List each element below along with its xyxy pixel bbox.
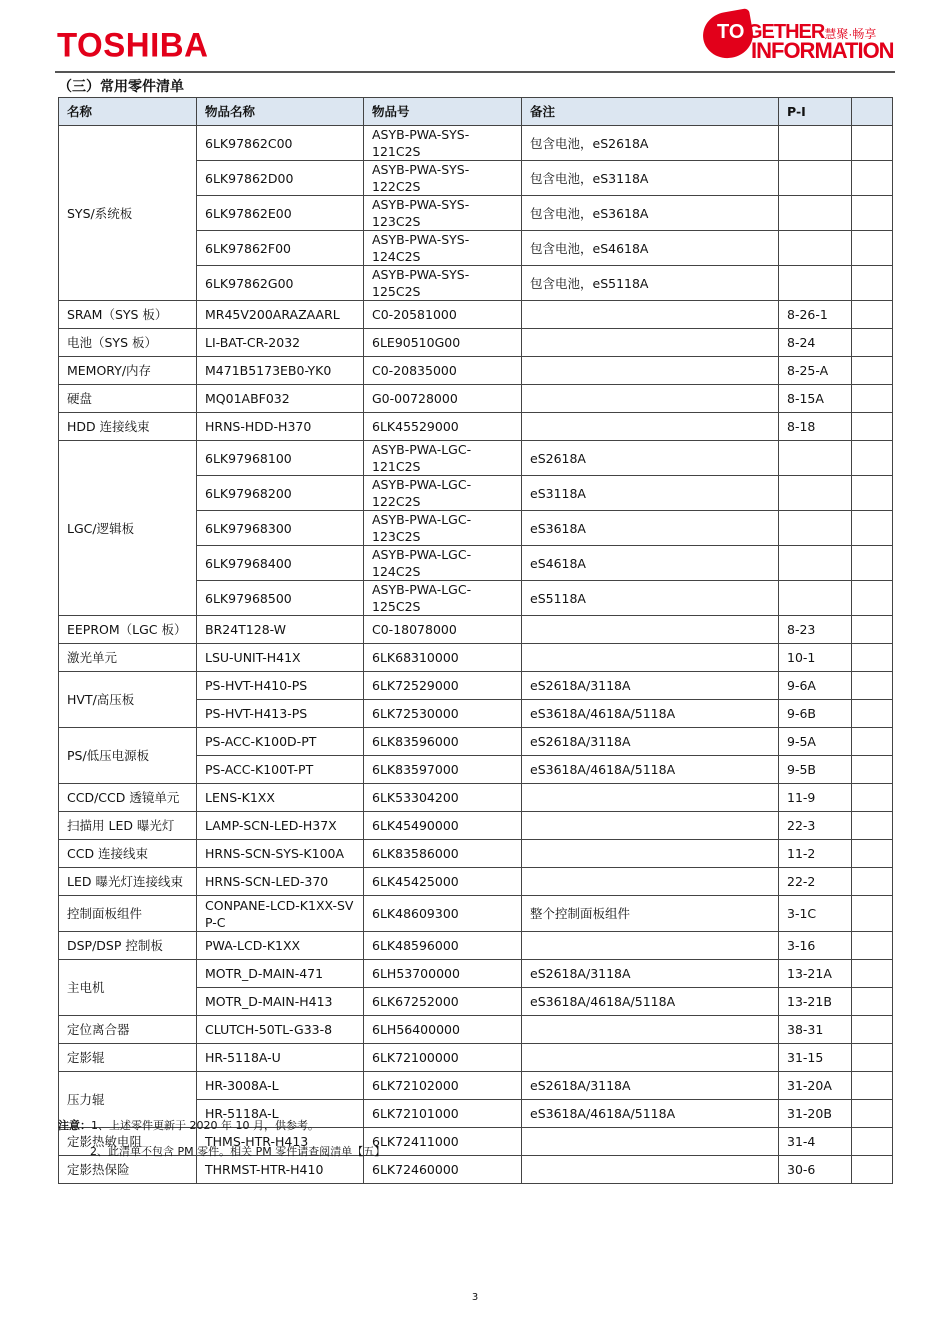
empty-cell xyxy=(852,932,893,960)
empty-cell xyxy=(852,672,893,700)
empty-cell xyxy=(852,1156,893,1184)
column-header: 物品名称 xyxy=(197,98,364,126)
part-name-cell: LAMP-SCN-LED-H37X xyxy=(197,812,364,840)
remark-cell: 整个控制面板组件 xyxy=(522,896,779,932)
pi-cell: 11-2 xyxy=(779,840,852,868)
remark-cell xyxy=(522,385,779,413)
part-number-cell: 6LK48596000 xyxy=(364,932,522,960)
logo-cn: 慧聚·畅享 xyxy=(824,27,877,41)
remark-cell: eS5118A xyxy=(522,581,779,616)
part-name-cell: 6LK97968100 xyxy=(197,441,364,476)
part-name-cell: PS-HVT-H410-PS xyxy=(197,672,364,700)
pi-cell: 8-25-A xyxy=(779,357,852,385)
part-name-cell: THMS-HTR-H413 xyxy=(197,1128,364,1156)
empty-cell xyxy=(852,960,893,988)
part-name-cell: BR24T128-W xyxy=(197,616,364,644)
remark-cell xyxy=(522,1016,779,1044)
part-name-cell: HR-5118A-L xyxy=(197,1100,364,1128)
part-name-cell: PWA-LCD-K1XX xyxy=(197,932,364,960)
empty-cell xyxy=(852,161,893,196)
remark-cell xyxy=(522,329,779,357)
part-name-cell: 6LK97968200 xyxy=(197,476,364,511)
pi-cell xyxy=(779,581,852,616)
table-row xyxy=(59,1072,893,1100)
part-number-cell: 6LK72100000 xyxy=(364,1044,522,1072)
remark-cell: eS4618A xyxy=(522,546,779,581)
remark-cell: eS2618A xyxy=(522,441,779,476)
part-number-cell: 6LK72101000 xyxy=(364,1100,522,1128)
remark-cell xyxy=(522,357,779,385)
category-cell: SYS/系统板 xyxy=(59,126,197,301)
part-name-cell: LENS-K1XX xyxy=(197,784,364,812)
header-divider xyxy=(55,71,895,73)
part-name-cell: 6LK97862F00 xyxy=(197,231,364,266)
part-name-cell: HRNS-SCN-SYS-K100A xyxy=(197,840,364,868)
remark-cell: 包含电池，eS4618A xyxy=(522,231,779,266)
pi-cell xyxy=(779,546,852,581)
table-row xyxy=(59,357,893,385)
remark-cell xyxy=(522,616,779,644)
column-header: P-I xyxy=(779,98,852,126)
empty-cell xyxy=(852,196,893,231)
pi-cell xyxy=(779,196,852,231)
remark-cell xyxy=(522,301,779,329)
logo-to: TO xyxy=(717,21,745,43)
part-number-cell: 6LK72102000 xyxy=(364,1072,522,1100)
remark-cell xyxy=(522,1156,779,1184)
part-number-cell: ASYB-PWA-SYS-121C2S xyxy=(364,126,522,161)
remark-cell xyxy=(522,784,779,812)
table-row xyxy=(59,812,893,840)
empty-cell xyxy=(852,728,893,756)
part-name-cell: PS-ACC-K100D-PT xyxy=(197,728,364,756)
table-header-row xyxy=(59,98,893,126)
category-cell: DSP/DSP 控制板 xyxy=(59,932,197,960)
category-cell: CCD 连接线束 xyxy=(59,840,197,868)
pi-cell: 22-3 xyxy=(779,812,852,840)
table-row xyxy=(59,868,893,896)
part-name-cell: 6LK97862E00 xyxy=(197,196,364,231)
category-cell: 主电机 xyxy=(59,960,197,1016)
category-cell: 压力辊 xyxy=(59,1072,197,1128)
empty-cell xyxy=(852,1128,893,1156)
remark-cell: eS2618A/3118A xyxy=(522,728,779,756)
pi-cell xyxy=(779,476,852,511)
part-name-cell: M471B5173EB0-YK0 xyxy=(197,357,364,385)
part-number-cell: 6LH53700000 xyxy=(364,960,522,988)
pi-cell xyxy=(779,126,852,161)
table-row xyxy=(59,413,893,441)
part-number-cell: 6LK83586000 xyxy=(364,840,522,868)
empty-cell xyxy=(852,868,893,896)
part-name-cell: CLUTCH-50TL-G33-8 xyxy=(197,1016,364,1044)
empty-cell xyxy=(852,329,893,357)
part-name-cell: HR-5118A-U xyxy=(197,1044,364,1072)
section-title: （三）常用零件清单 xyxy=(58,79,184,95)
note-2: 2、此清单不包含 PM 零件。相关 PM 零件请查阅清单【五】 xyxy=(90,1145,386,1158)
part-number-cell: 6LK83597000 xyxy=(364,756,522,784)
part-name-cell: HRNS-SCN-LED-370 xyxy=(197,868,364,896)
category-cell: 控制面板组件 xyxy=(59,896,197,932)
part-name-cell: HRNS-HDD-H370 xyxy=(197,413,364,441)
part-number-cell: ASYB-PWA-SYS-123C2S xyxy=(364,196,522,231)
empty-cell xyxy=(852,231,893,266)
category-cell: 激光单元 xyxy=(59,644,197,672)
parts-table xyxy=(58,97,893,1184)
part-name-cell: PS-HVT-H413-PS xyxy=(197,700,364,728)
table-row xyxy=(59,932,893,960)
remark-cell xyxy=(522,1044,779,1072)
pi-cell xyxy=(779,161,852,196)
part-number-cell: ASYB-PWA-LGC-125C2S xyxy=(364,581,522,616)
pi-cell: 8-26-1 xyxy=(779,301,852,329)
remark-cell: eS3618A xyxy=(522,511,779,546)
empty-cell xyxy=(852,511,893,546)
part-name-cell: LI-BAT-CR-2032 xyxy=(197,329,364,357)
empty-cell xyxy=(852,1072,893,1100)
pi-cell: 8-18 xyxy=(779,413,852,441)
category-cell: LED 曝光灯连接线束 xyxy=(59,868,197,896)
part-name-cell: THRMST-HTR-H410 xyxy=(197,1156,364,1184)
remark-cell xyxy=(522,868,779,896)
table-row xyxy=(59,329,893,357)
column-header: 备注 xyxy=(522,98,779,126)
category-cell: 硬盘 xyxy=(59,385,197,413)
category-cell: HDD 连接线束 xyxy=(59,413,197,441)
empty-cell xyxy=(852,896,893,932)
remark-cell xyxy=(522,413,779,441)
pi-cell: 31-4 xyxy=(779,1128,852,1156)
part-number-cell: ASYB-PWA-LGC-121C2S xyxy=(364,441,522,476)
table-row xyxy=(59,1016,893,1044)
remark-cell: eS3618A/4618A/5118A xyxy=(522,1100,779,1128)
pi-cell: 9-6B xyxy=(779,700,852,728)
pi-cell: 11-9 xyxy=(779,784,852,812)
remark-cell: 包含电池，eS3118A xyxy=(522,161,779,196)
pi-cell: 22-2 xyxy=(779,868,852,896)
category-cell: 定影辊 xyxy=(59,1044,197,1072)
pi-cell: 9-6A xyxy=(779,672,852,700)
column-header: 物品号 xyxy=(364,98,522,126)
remark-cell xyxy=(522,932,779,960)
part-number-cell: C0-20581000 xyxy=(364,301,522,329)
pi-cell xyxy=(779,266,852,301)
table-row xyxy=(59,728,893,756)
table-row xyxy=(59,784,893,812)
table-row xyxy=(59,672,893,700)
table-row xyxy=(59,1044,893,1072)
part-number-cell: 6LK45529000 xyxy=(364,413,522,441)
table-row xyxy=(59,644,893,672)
pi-cell: 31-15 xyxy=(779,1044,852,1072)
pi-cell xyxy=(779,441,852,476)
part-number-cell: ASYB-PWA-LGC-124C2S xyxy=(364,546,522,581)
part-number-cell: 6LK53304200 xyxy=(364,784,522,812)
remark-cell: eS2618A/3118A xyxy=(522,1072,779,1100)
part-number-cell: G0-00728000 xyxy=(364,385,522,413)
notes-label: 注意： xyxy=(58,1119,91,1132)
remark-cell: 包含电池，eS2618A xyxy=(522,126,779,161)
part-number-cell: 6LK72411000 xyxy=(364,1128,522,1156)
part-number-cell: ASYB-PWA-SYS-125C2S xyxy=(364,266,522,301)
part-number-cell: C0-18078000 xyxy=(364,616,522,644)
part-number-cell: 6LK72460000 xyxy=(364,1156,522,1184)
category-cell: PS/低压电源板 xyxy=(59,728,197,784)
part-number-cell: 6LK83596000 xyxy=(364,728,522,756)
category-cell: MEMORY/内存 xyxy=(59,357,197,385)
pi-cell: 8-15A xyxy=(779,385,852,413)
empty-cell xyxy=(852,988,893,1016)
pi-cell: 3-1C xyxy=(779,896,852,932)
part-name-cell: PS-ACC-K100T-PT xyxy=(197,756,364,784)
category-cell: 定影热敏电阻 xyxy=(59,1128,197,1156)
part-number-cell: 6LH56400000 xyxy=(364,1016,522,1044)
empty-cell xyxy=(852,413,893,441)
part-name-cell: 6LK97968500 xyxy=(197,581,364,616)
part-number-cell: 6LK68310000 xyxy=(364,644,522,672)
table-row xyxy=(59,1156,893,1184)
category-cell: LGC/逻辑板 xyxy=(59,441,197,616)
table-row xyxy=(59,840,893,868)
empty-cell xyxy=(852,546,893,581)
part-number-cell: 6LK45490000 xyxy=(364,812,522,840)
part-number-cell: 6LK48609300 xyxy=(364,896,522,932)
empty-cell xyxy=(852,266,893,301)
empty-cell xyxy=(852,385,893,413)
remark-cell: 包含电池，eS3618A xyxy=(522,196,779,231)
table-row xyxy=(59,126,893,161)
pi-cell: 9-5A xyxy=(779,728,852,756)
category-cell: 定影热保险 xyxy=(59,1156,197,1184)
remark-cell: eS3118A xyxy=(522,476,779,511)
part-name-cell: MOTR_D-MAIN-H413 xyxy=(197,988,364,1016)
part-name-cell: MQ01ABF032 xyxy=(197,385,364,413)
pi-cell: 8-23 xyxy=(779,616,852,644)
part-number-cell: ASYB-PWA-SYS-124C2S xyxy=(364,231,522,266)
part-number-cell: 6LK72530000 xyxy=(364,700,522,728)
part-name-cell: 6LK97968300 xyxy=(197,511,364,546)
pi-cell: 10-1 xyxy=(779,644,852,672)
part-number-cell: 6LK72529000 xyxy=(364,672,522,700)
part-name-cell: MR45V200ARAZAARL xyxy=(197,301,364,329)
category-cell: HVT/高压板 xyxy=(59,672,197,728)
part-name-cell: 6LK97862C00 xyxy=(197,126,364,161)
part-number-cell: 6LE90510G00 xyxy=(364,329,522,357)
column-header: 名称 xyxy=(59,98,197,126)
table-row xyxy=(59,960,893,988)
category-cell: 电池（SYS 板） xyxy=(59,329,197,357)
empty-cell xyxy=(852,644,893,672)
empty-cell xyxy=(852,441,893,476)
pi-cell: 13-21A xyxy=(779,960,852,988)
remark-cell: eS2618A/3118A xyxy=(522,672,779,700)
note-1: 1、上述零件更新于 2020 年 10 月，供参考。 xyxy=(91,1119,319,1132)
pi-cell xyxy=(779,231,852,266)
part-name-cell: 6LK97968400 xyxy=(197,546,364,581)
remark-cell: eS3618A/4618A/5118A xyxy=(522,700,779,728)
empty-cell xyxy=(852,784,893,812)
category-cell: 扫描用 LED 曝光灯 xyxy=(59,812,197,840)
logo-gether: GETHER xyxy=(747,21,825,43)
table-row xyxy=(59,441,893,476)
empty-cell xyxy=(852,700,893,728)
empty-cell xyxy=(852,840,893,868)
pi-cell: 31-20A xyxy=(779,1072,852,1100)
remark-cell xyxy=(522,840,779,868)
pi-cell: 8-24 xyxy=(779,329,852,357)
part-number-cell: ASYB-PWA-LGC-123C2S xyxy=(364,511,522,546)
toshiba-logo: TOSHIBA xyxy=(57,25,209,64)
pi-cell: 13-21B xyxy=(779,988,852,1016)
table-row xyxy=(59,301,893,329)
pi-cell: 9-5B xyxy=(779,756,852,784)
remark-cell: 包含电池，eS5118A xyxy=(522,266,779,301)
part-name-cell: LSU-UNIT-H41X xyxy=(197,644,364,672)
remark-cell: eS3618A/4618A/5118A xyxy=(522,988,779,1016)
notes xyxy=(58,1117,385,1159)
together-information-logo xyxy=(703,12,893,62)
part-name-cell: MOTR_D-MAIN-471 xyxy=(197,960,364,988)
empty-cell xyxy=(852,581,893,616)
empty-cell xyxy=(852,1100,893,1128)
part-number-cell: 6LK67252000 xyxy=(364,988,522,1016)
empty-cell xyxy=(852,357,893,385)
empty-cell xyxy=(852,1044,893,1072)
empty-cell xyxy=(852,301,893,329)
part-number-cell: 6LK45425000 xyxy=(364,868,522,896)
empty-cell xyxy=(852,616,893,644)
pi-cell: 3-16 xyxy=(779,932,852,960)
part-number-cell: ASYB-PWA-LGC-122C2S xyxy=(364,476,522,511)
empty-cell xyxy=(852,476,893,511)
part-name-cell: CONPANE-LCD-K1XX-SVP-C xyxy=(197,896,364,932)
remark-cell: eS2618A/3118A xyxy=(522,960,779,988)
part-name-cell: 6LK97862D00 xyxy=(197,161,364,196)
part-name-cell: 6LK97862G00 xyxy=(197,266,364,301)
category-cell: 定位离合器 xyxy=(59,1016,197,1044)
remark-cell xyxy=(522,1128,779,1156)
page-number: 3 xyxy=(471,1292,479,1303)
category-cell: SRAM（SYS 板） xyxy=(59,301,197,329)
empty-cell xyxy=(852,1016,893,1044)
logo-line2: INFORMATION xyxy=(751,38,894,63)
pi-cell xyxy=(779,511,852,546)
empty-cell xyxy=(852,756,893,784)
table-row xyxy=(59,616,893,644)
remark-cell xyxy=(522,644,779,672)
remark-cell: eS3618A/4618A/5118A xyxy=(522,756,779,784)
table-row xyxy=(59,385,893,413)
category-cell: CCD/CCD 透镜单元 xyxy=(59,784,197,812)
table-row xyxy=(59,896,893,932)
empty-cell xyxy=(852,812,893,840)
empty-cell xyxy=(852,126,893,161)
column-header xyxy=(852,98,893,126)
pi-cell: 31-20B xyxy=(779,1100,852,1128)
part-number-cell: ASYB-PWA-SYS-122C2S xyxy=(364,161,522,196)
part-name-cell: HR-3008A-L xyxy=(197,1072,364,1100)
pi-cell: 30-6 xyxy=(779,1156,852,1184)
part-number-cell: C0-20835000 xyxy=(364,357,522,385)
remark-cell xyxy=(522,812,779,840)
category-cell: EEPROM（LGC 板） xyxy=(59,616,197,644)
pi-cell: 38-31 xyxy=(779,1016,852,1044)
